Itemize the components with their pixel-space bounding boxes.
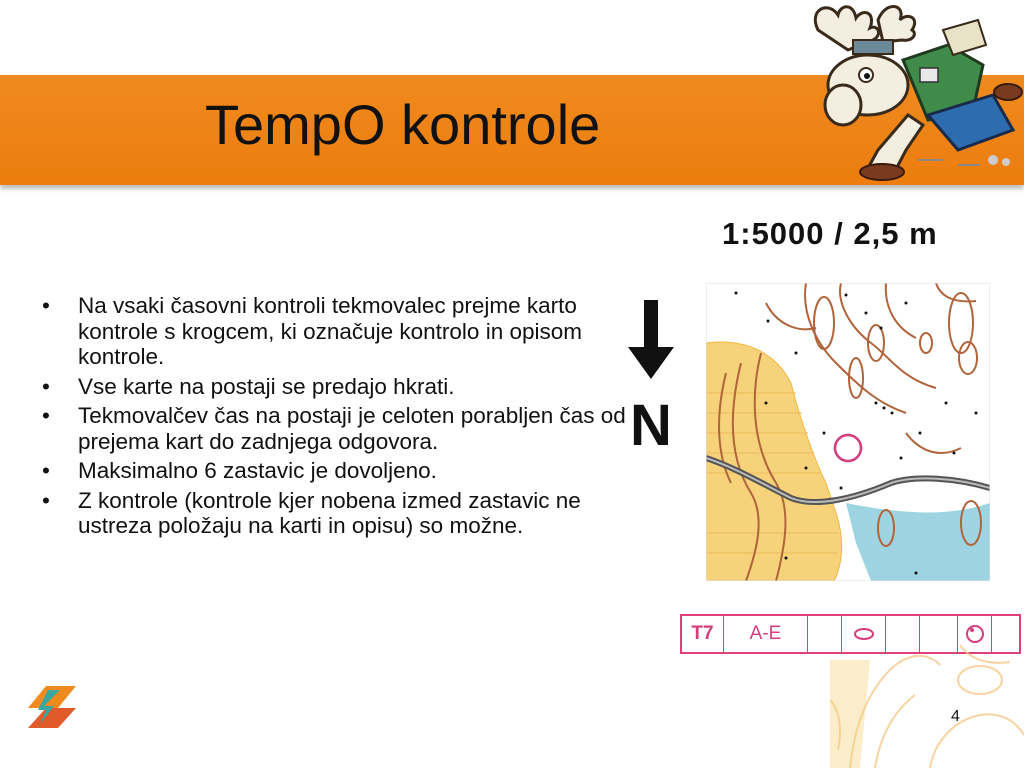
orienteering-map-image (706, 283, 990, 581)
control-code-cell: T7 (682, 616, 724, 652)
bullet-symbol: • (42, 458, 50, 483)
page-number: 4 (951, 708, 960, 725)
bullet-symbol: • (42, 487, 50, 513)
bullet-item (40, 374, 630, 400)
bullet-symbol: • (42, 403, 50, 428)
north-label: N (630, 393, 672, 455)
bullet-item (40, 403, 630, 454)
slide-title: TempO kontrole (205, 93, 601, 156)
bullet-list (40, 293, 630, 543)
bullet-item (40, 488, 630, 539)
bullet-text: Z kontrole (kontrole kjer nobena izmed zastavic ne ustreza položaju na karti in opisu) so možne. (78, 487, 581, 538)
bullet-text: Vse karte na postaji se predajo hkrati. (78, 373, 455, 399)
bullet-text: Na vsaki časovni kontroli tekmovalec prejme karto kontrole s krogcem, ki označuje kontrolo in opisom kontrole. (78, 293, 582, 369)
decorative-map-background (830, 640, 1024, 768)
bullet-text: Maksimalno 6 zastavic je dovoljeno. (78, 458, 437, 483)
knoll-symbol-icon (853, 627, 875, 641)
bullet-item (40, 293, 630, 370)
company-logo-icon (26, 684, 78, 730)
map-scale-label: 1:5000 / 2,5 m (722, 216, 938, 251)
moose-mascot-icon (808, 0, 1024, 190)
bullet-symbol: • (42, 293, 50, 318)
north-arrow-icon (618, 295, 684, 455)
bullet-item (40, 458, 630, 484)
flags-range-cell: A-E (724, 616, 808, 652)
bullet-text: Tekmovalčev čas na postaji je celoten porabljen čas od prejema kart do zadnjega odgovora. (78, 403, 626, 454)
bullet-symbol: • (42, 373, 50, 399)
